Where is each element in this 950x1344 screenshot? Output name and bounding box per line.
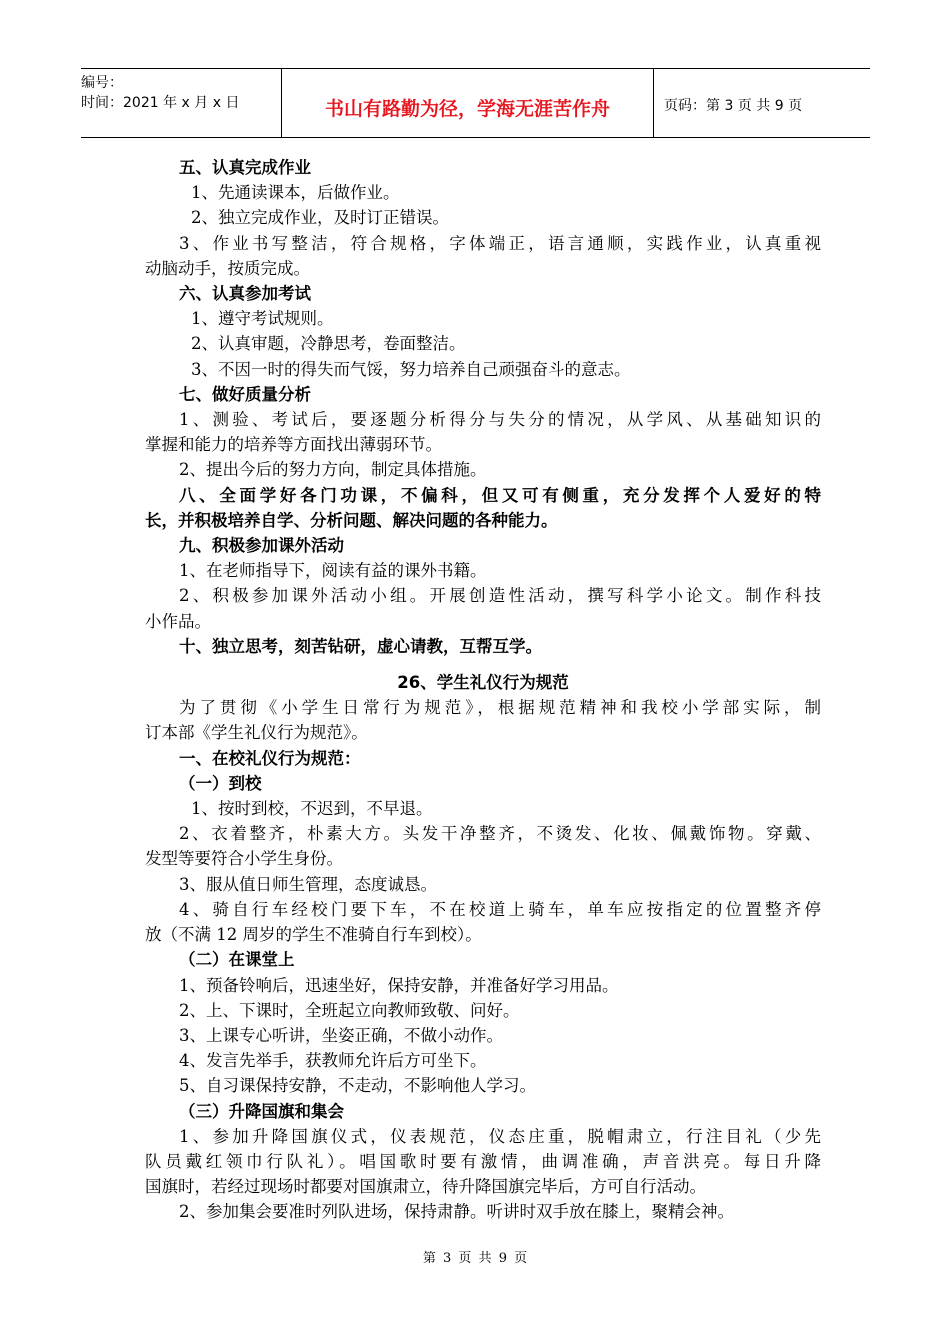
header-page-info: 页码：第 3 页 共 9 页 [664, 98, 803, 114]
section-heading: 长，并积极培养自学、分析问题、解决问题的各种能力。 [145, 510, 558, 530]
subsection-heading: （二）在课堂上 [179, 950, 295, 970]
paragraph-line: 1、在老师指导下，阅读有益的课外书籍。 [179, 561, 487, 581]
paragraph-line: 动脑动手，按质完成。 [145, 258, 310, 278]
subsection-heading: （一）到校 [179, 773, 262, 793]
paragraph-line: 2、提出今后的努力方向，制定具体措施。 [179, 460, 487, 480]
paragraph-line: 3、上课专心听讲，坐姿正确，不做小动作。 [179, 1025, 503, 1045]
paragraph-line: 1、预备铃响后，迅速坐好，保持安静，并准备好学习用品。 [179, 975, 619, 995]
paragraph-line: 1、参加升降国旗仪式，仪表规范，仪态庄重，脱帽肃立，行注目礼（少先 [179, 1126, 821, 1146]
paragraph-line: 3、不因一时的得失而气馁，努力培养自己顽强奋斗的意志。 [191, 359, 631, 379]
paragraph-line: 2、积极参加课外活动小组。开展创造性活动，撰写科学小论文。制作科技 [179, 586, 821, 606]
paragraph-line: 队员戴红领巾行队礼）。唱国歌时要有激情，曲调准确，声音洪亮。每日升降 [145, 1151, 821, 1171]
paragraph-line: 1、按时到校，不迟到，不早退。 [191, 799, 433, 819]
paragraph-line: 发型等要符合小学生身份。 [145, 849, 343, 869]
paragraph-line: 2、参加集会要准时列队进场，保持肃静。听讲时双手放在膝上，聚精会神。 [179, 1202, 734, 1222]
document-title: 26、学生礼仪行为规范 [397, 673, 569, 693]
section-heading: 八、全面学好各门功课，不偏科，但又可有侧重，充分发挥个人爱好的特 [179, 485, 821, 505]
paragraph-line: 4、骑自行车经校门要下车，不在校道上骑车，单车应按指定的位置整齐停 [179, 899, 821, 919]
time-label: 时间：2021 年 x 月 x 日 [81, 95, 240, 111]
paragraph-line: 3、作业书写整洁，符合规格，字体端正，语言通顺，实践作业，认真重视 [179, 233, 821, 253]
page-footer: 第 3 页 共 9 页 [422, 1251, 528, 1266]
paragraph-line: 5、自习课保持安静，不走动，不影响他人学习。 [179, 1076, 536, 1096]
paragraph-line: 1、先通读课本，后做作业。 [191, 183, 400, 203]
paragraph-line: 放（不满 12 周岁的学生不准骑自行车到校）。 [145, 925, 482, 945]
paragraph-line: 掌握和能力的培养等方面找出薄弱环节。 [145, 435, 442, 455]
section-heading: 七、做好质量分析 [179, 384, 311, 404]
paragraph-line: 1、遵守考试规则。 [191, 309, 334, 329]
header-meta [81, 69, 282, 137]
paragraph-line: 订本部《学生礼仪行为规范》。 [145, 723, 368, 743]
paragraph-line: 2、独立完成作业，及时订正错误。 [191, 208, 449, 228]
section-heading: 一、在校礼仪行为规范： [179, 748, 361, 768]
paragraph-line: 2、认真审题，冷静思考，卷面整洁。 [191, 334, 466, 354]
paragraph-line: 3、服从值日师生管理，态度诚恳。 [179, 874, 437, 894]
number-label: 编号： [81, 75, 123, 91]
section-heading: 五、认真完成作业 [179, 158, 311, 177]
paragraph-line: 2、衣着整齐，朴素大方。头发干净整齐，不烫发、化妆、佩戴饰物。穿戴、 [179, 824, 821, 844]
paragraph-line: 1、测验、考试后，要逐题分析得分与失分的情况，从学风、从基础知识的 [179, 410, 821, 430]
paragraph-line: 4、发言先举手，获教师允许后方可坐下。 [179, 1051, 487, 1071]
paragraph-line: 为了贯彻《小学生日常行为规范》，根据规范精神和我校小学部实际，制 [179, 698, 821, 718]
section-heading: 六、认真参加考试 [179, 284, 311, 304]
section-heading: 九、积极参加课外活动 [179, 536, 344, 556]
paragraph-line: 2、上、下课时，全班起立向教师致敬、问好。 [179, 1000, 520, 1020]
paragraph-line: 小作品。 [145, 611, 211, 631]
subsection-heading: （三）升降国旗和集会 [179, 1101, 344, 1121]
paragraph-line: 国旗时，若经过现场时都要对国旗肃立，待升降国旗完毕后，方可自行活动。 [145, 1177, 706, 1197]
header-motto: 书山有路勤为径，学海无涯苦作舟 [282, 69, 654, 137]
header-table [81, 68, 870, 138]
section-heading: 十、独立思考，刻苦钻研，虚心请教，互帮互学。 [179, 636, 542, 656]
document-body [145, 155, 821, 1225]
